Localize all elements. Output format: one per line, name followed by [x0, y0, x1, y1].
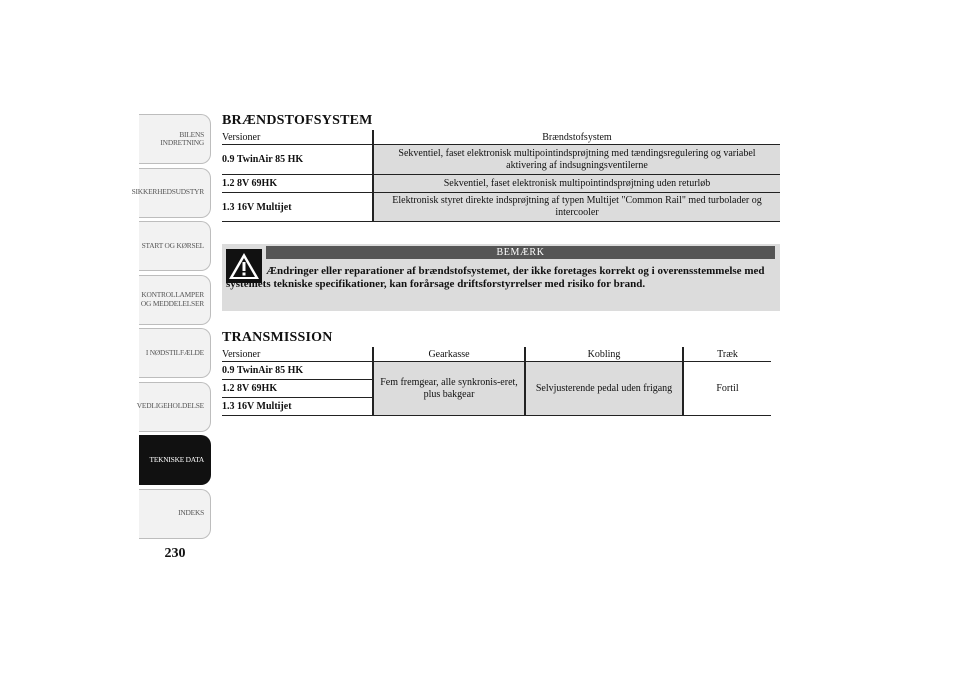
note-header: BEMÆRK: [266, 246, 775, 259]
transmission-section-title: TRANSMISSION: [222, 330, 333, 345]
tab-i-nodstilfaelde[interactable]: [139, 328, 211, 378]
fuel-version: 0.9 TwinAir 85 HK: [222, 145, 373, 175]
page-number: 230: [164, 546, 186, 561]
trans-version: 1.3 16V Multijet: [222, 398, 373, 416]
tab-tekniske-data[interactable]: [139, 435, 211, 485]
fuel-system-value: Sekventiel, faset elektronisk multipointindsprøjtning med tændingsregulering og variabel aktivering af indsugningsventilerne: [373, 145, 780, 175]
warning-note: [222, 244, 780, 311]
clutch-value: Selvjusterende pedal uden frigang: [525, 362, 683, 416]
tab-indeks[interactable]: [139, 489, 211, 539]
transmission-table: [222, 347, 771, 416]
table-row: [222, 145, 780, 175]
tab-label: BILENS INDRETNING: [160, 129, 204, 147]
tab-label: INDEKS: [178, 508, 204, 518]
chapter-tabs: [131, 114, 211, 542]
table-row: [222, 362, 771, 380]
gearbox-value: Fem fremgear, alle synkronis-eret, plus bakgear: [373, 362, 525, 416]
fuel-header-system: Brændstofsystem: [373, 130, 780, 145]
tab-sikkerhedsudstyr[interactable]: [131, 168, 211, 218]
fuel-section-title: BRÆNDSTOFSYSTEM: [222, 113, 373, 128]
tab-label: TEKNISKE DATA: [149, 454, 204, 464]
fuel-system-value: Sekventiel, faset elektronisk multipointindsprøjtning uden returløb: [373, 175, 780, 193]
tab-label: I NØDSTILFÆLDE: [145, 347, 204, 357]
tab-label: KONTROLLAMPER OG MEDDELELSER: [140, 290, 204, 308]
trans-version: 1.2 8V 69HK: [222, 380, 373, 398]
fuel-table: [222, 130, 780, 222]
tab-bilens-indretning[interactable]: [139, 114, 211, 164]
fuel-version: 1.2 8V 69HK: [222, 175, 373, 193]
trans-header-drive: Træk: [683, 347, 771, 362]
note-text: Ændringer eller reparationer af brændstofsystemet, der ikke foretages korrekt og i overensstemmelse med systemets tekniske specifikationer, kan forårsage driftsforstyrrelser med risiko for brand.: [226, 265, 765, 290]
tab-start-og-korsel[interactable]: [139, 221, 211, 271]
tab-kontrollamper[interactable]: [139, 275, 211, 325]
fuel-header-versions: Versioner: [222, 131, 261, 143]
tab-label: VEDLIGEHOLDELSE: [136, 401, 204, 411]
trans-version: 0.9 TwinAir 85 HK: [222, 362, 373, 380]
tab-label: START OG KØRSEL: [141, 240, 204, 250]
table-row: [222, 193, 780, 222]
table-row: [222, 175, 780, 193]
drive-value: Fortil: [683, 362, 771, 416]
tab-vedligeholdelse[interactable]: [136, 382, 211, 432]
trans-header-clutch: Kobling: [525, 347, 683, 362]
trans-header-versions: Versioner: [222, 348, 261, 360]
tab-label: SIKKERHEDSUDSTYR: [131, 187, 204, 197]
trans-header-gearbox: Gearkasse: [373, 347, 525, 362]
fuel-version: 1.3 16V Multijet: [222, 193, 373, 222]
fuel-system-value: Elektronisk styret direkte indsprøjtning af typen Multijet "Common Rail" med turbolader og intercooler: [373, 193, 780, 222]
